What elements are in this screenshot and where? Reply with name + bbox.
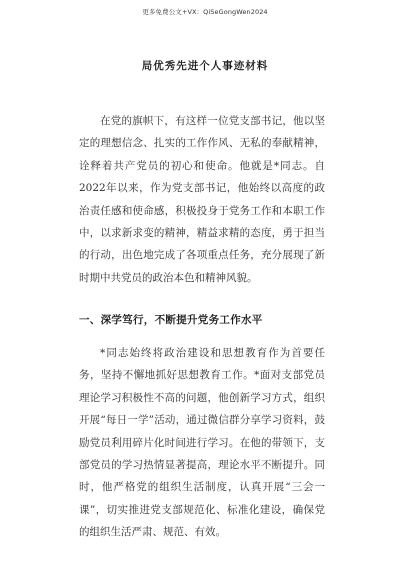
intro-paragraph: 在党的旗帜下，有这样一位党支部书记，他以坚定的理想信念、扎实的工作作风、无私的奉献精神，诠释着共产党员的初心和使命。他就是*同志。自2022年以来，作为党支部书记，他始终以高度的政治责任感和使命感，积极投身于党务工作和本职工作中，以求新求变的精神，精益求精的态度，勇于担当的行动，出色地完成了各项重点任务，充分展现了新时期中共党员的政治本色和精神风貌。 bbox=[79, 115, 325, 284]
section-body-paragraph: *同志始终将政治建设和思想教育作为首要任务，坚持不懈地抓好思想教育工作。*面对支部党员理论学习积极性不高的问题，他创新学习方式，组织开展“每日一学”活动，通过微信群分享学习资料，鼓励党员利用碎片化时间进行学习。在他的带领下，支部党员的学习热情显著提高，理论水平不断提升。同时，他严格党的组织生活制度，认真开展“三会一课”，切实推进党支部规范化、标准化建设，确保党的组织生活严肃、规范、有效。 bbox=[79, 347, 325, 539]
header-note: 更多免费公文+VX：QiSeGongWen2024 bbox=[142, 8, 268, 16]
section-heading: 一、深学笃行，不断提升党务工作水平 bbox=[79, 314, 263, 326]
document-title: 局优秀先进个人事迹材料 bbox=[141, 60, 269, 72]
